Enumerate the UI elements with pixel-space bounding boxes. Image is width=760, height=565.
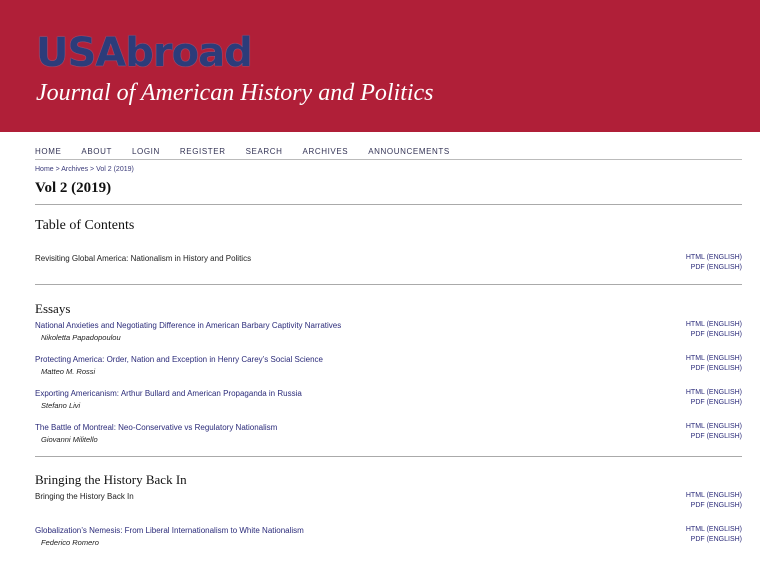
html-galley-link[interactable]: HTML (ENGLISH)	[685, 423, 742, 430]
article-title[interactable]: The Battle of Montreal: Neo-Conservative vs Regulatory Nationalism	[35, 423, 278, 432]
article-title[interactable]: National Anxieties and Negotiating Difference in American Barbary Captivity Narratives	[35, 321, 342, 330]
html-galley-link[interactable]: HTML (ENGLISH)	[685, 321, 742, 328]
divider	[35, 456, 742, 457]
html-galley-link[interactable]: HTML (ENGLISH)	[685, 492, 742, 499]
article-author: Giovanni Militello	[41, 435, 98, 444]
pdf-galley-link[interactable]: PDF (ENGLISH)	[690, 331, 742, 338]
page-title: Vol 2 (2019)	[35, 180, 112, 196]
pdf-galley-link[interactable]: PDF (ENGLISH)	[690, 433, 742, 440]
article-galleys	[686, 388, 742, 408]
nav-register[interactable]: REGISTER	[179, 147, 226, 156]
article-galleys	[686, 525, 742, 545]
nav-about[interactable]: ABOUT	[81, 147, 112, 156]
pdf-galley-link[interactable]: PDF (ENGLISH)	[690, 536, 742, 543]
article-galleys	[686, 354, 742, 374]
breadcrumb[interactable]: Home > Archives > Vol 2 (2019)	[35, 166, 134, 173]
article-galleys	[686, 253, 742, 273]
nav-archives[interactable]: ARCHIVES	[302, 147, 349, 156]
html-galley-link[interactable]: HTML (ENGLISH)	[685, 389, 742, 396]
section-heading-bringing: Bringing the History Back In	[35, 472, 187, 487]
html-galley-link[interactable]: HTML (ENGLISH)	[685, 526, 742, 533]
article-galleys	[686, 422, 742, 442]
divider	[35, 204, 742, 205]
pdf-galley-link[interactable]: PDF (ENGLISH)	[690, 365, 742, 372]
nav-search[interactable]: SEARCH	[245, 147, 283, 156]
toc-heading: Table of Contents	[35, 218, 135, 233]
site-subtitle: Journal of American History and Politics	[36, 80, 434, 106]
site-logo[interactable]: USAbroad	[36, 30, 252, 76]
article-galleys	[686, 491, 742, 511]
article-title[interactable]: Protecting America: Order, Nation and Exception in Henry Carey’s Social Science	[35, 355, 323, 364]
html-galley-link[interactable]: HTML (ENGLISH)	[685, 254, 742, 261]
nav-announcements[interactable]: ANNOUNCEMENTS	[368, 147, 450, 156]
article-author: Matteo M. Rossi	[41, 367, 96, 376]
article-title[interactable]: Globalization’s Nemesis: From Liberal Internationalism to White Nationalism	[35, 526, 304, 535]
article-author: Stefano Livi	[41, 401, 81, 410]
pdf-galley-link[interactable]: PDF (ENGLISH)	[690, 399, 742, 406]
html-galley-link[interactable]: HTML (ENGLISH)	[685, 355, 742, 362]
article-title-intro[interactable]: Revisiting Global America: Nationalism in History and Politics	[35, 254, 252, 263]
main-nav	[35, 141, 742, 160]
article-author: Nikoletta Papadopoulou	[41, 333, 121, 342]
section-heading-essays: Essays	[35, 301, 71, 316]
article-title[interactable]: Bringing the History Back In	[35, 492, 134, 501]
pdf-galley-link[interactable]: PDF (ENGLISH)	[690, 264, 742, 271]
pdf-galley-link[interactable]: PDF (ENGLISH)	[690, 502, 742, 509]
article-galleys	[686, 320, 742, 340]
divider	[35, 284, 742, 285]
article-title[interactable]: Exporting Americanism: Arthur Bullard and American Propaganda in Russia	[35, 389, 302, 398]
nav-home[interactable]: HOME	[35, 147, 62, 156]
article-author: Federico Romero	[41, 538, 99, 547]
nav-login[interactable]: LOGIN	[131, 147, 160, 156]
site-header	[0, 0, 760, 132]
